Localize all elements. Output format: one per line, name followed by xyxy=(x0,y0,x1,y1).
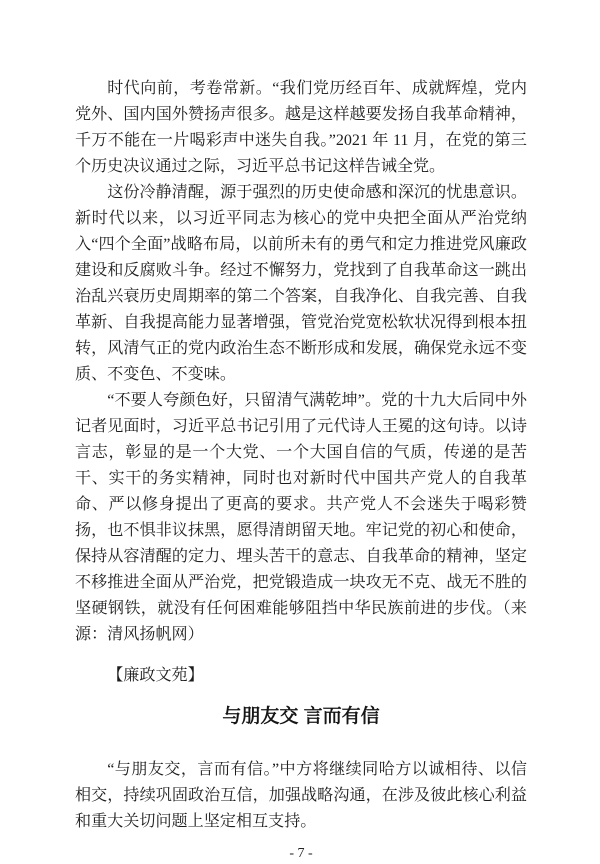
page-number: - 7 - xyxy=(289,846,313,861)
body-paragraph: “与朋友交，言而有信。”中方将继续同哈方以诚相待、以信相交，持续巩固政治互信，加强战略沟通，在涉及彼此核心利益和重大关切问题上坚定相互支持。 xyxy=(75,761,527,830)
body-paragraph: 时代向前，考卷常新。“我们党历经百年、成就辉煌，党内党外、国内国外赞扬声很多。越是这样越要发扬自我革命精神，千万不能在一片喝彩声中迷失自我。”2021 年 11 月，在党的第三个历史决议通过之际，习近平总书记这样告诫全党。 xyxy=(75,80,527,175)
section-header: 【廉政文苑】 xyxy=(107,667,204,684)
article-title: 与朋友交 言而有信 xyxy=(222,706,380,727)
body-paragraph: “不要人夸颜色好，只留清气满乾坤”。党的十九大后同中外记者见面时，习近平总书记引用了元代诗人王冕的这句诗。以诗言志，彰显的是一个大党、一个大国自信的气质，传递的是苦干、实干的务实精神，同时也对新时代中国共产党人的自我革命、严以修身提出了更高的要求。共产党人不会迷失于喝彩赞扬，也不惧非议抹黑，愿得清朗留天地。牢记党的初心和使命，保持从容清醒的定力、埋头苦干的意志、自我革命的精神，坚定不移推进全面从严治党，把党锻造成一块攻无不克、战无不胜的坚硬钢铁，就没有任何困难能够阻挡中华民族前进的步伐。（来源：清风扬帆网） xyxy=(75,392,527,643)
body-paragraph: 这份冷静清醒，源于强烈的历史使命感和深沉的忧患意识。新时代以来，以习近平同志为核心的党中央把全面从严治党纳入“四个全面”战略布局，以前所未有的勇气和定力推进党风廉政建设和反腐败斗争。经过不懈努力，党找到了自我革命这一跳出治乱兴衰历史周期率的第二个答案，自我净化、自我完善、自我革新、自我提高能力显著增强，管党治党宽松软状况得到根本扭转，风清气正的党内政治生态不断形成和发展，确保党永远不变质、不变色、不变味。 xyxy=(75,184,527,383)
